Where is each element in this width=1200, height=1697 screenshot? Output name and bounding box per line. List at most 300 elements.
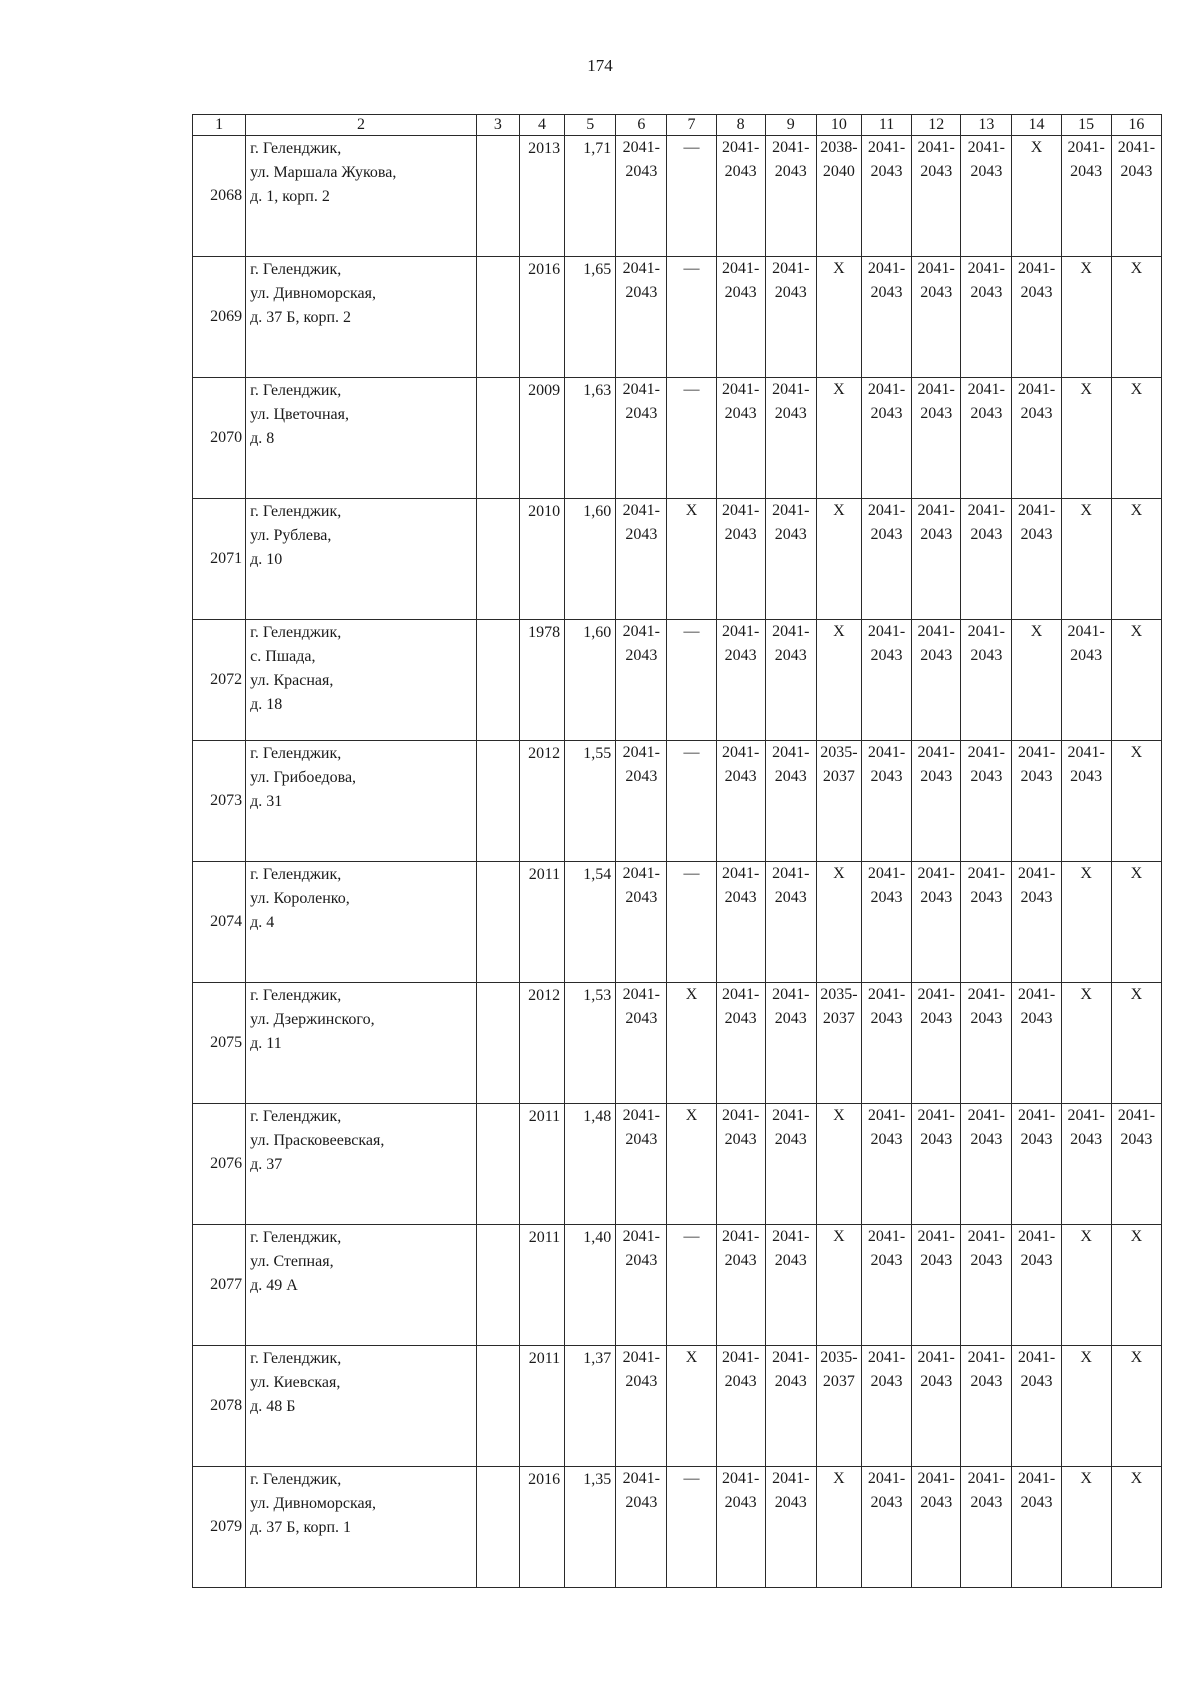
column-header: 15 bbox=[1061, 115, 1111, 136]
table-row bbox=[193, 620, 1162, 741]
year-cell: 2016 bbox=[519, 257, 564, 378]
year-cell: 2011 bbox=[519, 1104, 564, 1225]
period-cell bbox=[1012, 136, 1061, 257]
period-cell bbox=[912, 136, 961, 257]
period-value: 2041- 2043 bbox=[1017, 381, 1056, 422]
period-value: — bbox=[683, 623, 700, 640]
address-line: г. Геленджик, bbox=[250, 745, 342, 762]
period-cell bbox=[912, 1467, 961, 1588]
period-cell bbox=[716, 257, 765, 378]
period-value: X bbox=[1130, 1349, 1143, 1366]
period-value: — bbox=[683, 381, 700, 398]
table-row bbox=[193, 257, 1162, 378]
period-value: 2041- 2043 bbox=[772, 986, 810, 1027]
period-cell bbox=[816, 499, 861, 620]
column-header: 16 bbox=[1111, 115, 1161, 136]
column-header: 7 bbox=[667, 115, 716, 136]
period-cell bbox=[1012, 499, 1061, 620]
address-line: г. Геленджик, bbox=[250, 1471, 342, 1488]
period-cell bbox=[816, 1104, 861, 1225]
address-line: ул. Красная, bbox=[250, 672, 334, 689]
value-cell: 1,40 bbox=[565, 1225, 616, 1346]
address-line: ул. Степная, bbox=[250, 1253, 334, 1270]
period-cell bbox=[1012, 1104, 1061, 1225]
period-value: 2041- 2043 bbox=[867, 502, 906, 543]
column-header: 2 bbox=[246, 115, 477, 136]
table-row bbox=[193, 1346, 1162, 1467]
period-value: 2041- 2043 bbox=[721, 1107, 760, 1148]
period-cell bbox=[716, 1467, 765, 1588]
period-value: 2041- 2043 bbox=[1017, 986, 1056, 1027]
empty-cell bbox=[476, 983, 519, 1104]
period-cell bbox=[1012, 378, 1061, 499]
value-cell: 1,63 bbox=[565, 378, 616, 499]
period-cell bbox=[716, 1346, 765, 1467]
period-cell bbox=[667, 1467, 716, 1588]
period-cell bbox=[861, 1225, 911, 1346]
period-cell bbox=[1111, 1467, 1161, 1588]
period-value: 2041- 2043 bbox=[772, 865, 810, 906]
period-value: 2041- 2043 bbox=[772, 260, 810, 301]
period-cell bbox=[765, 1225, 816, 1346]
period-value: 2041- 2043 bbox=[967, 139, 1005, 180]
period-value: 2041- 2043 bbox=[721, 1228, 760, 1269]
period-value: 2041- 2043 bbox=[622, 381, 660, 422]
period-cell bbox=[861, 257, 911, 378]
period-cell bbox=[1012, 1346, 1061, 1467]
period-cell bbox=[912, 983, 961, 1104]
period-value: X bbox=[833, 623, 845, 640]
period-cell bbox=[1061, 1467, 1111, 1588]
period-cell bbox=[816, 1467, 861, 1588]
table-row bbox=[193, 136, 1162, 257]
period-value: 2041- 2043 bbox=[967, 1349, 1005, 1390]
period-value: 2041- 2043 bbox=[917, 139, 955, 180]
period-value: 2035- 2037 bbox=[820, 1349, 858, 1390]
period-cell bbox=[1061, 862, 1111, 983]
period-cell bbox=[667, 136, 716, 257]
page-number: 174 bbox=[587, 56, 613, 75]
period-value: 2041- 2043 bbox=[1017, 865, 1056, 906]
address-line: ул. Дивноморская, bbox=[250, 285, 376, 302]
period-value: X bbox=[1130, 744, 1143, 761]
table-row bbox=[193, 983, 1162, 1104]
year-cell: 2012 bbox=[519, 741, 564, 862]
period-cell bbox=[716, 378, 765, 499]
period-value: 2041- 2043 bbox=[867, 1228, 906, 1269]
period-value: X bbox=[1080, 1349, 1092, 1366]
period-cell bbox=[1061, 136, 1111, 257]
period-cell bbox=[1012, 741, 1061, 862]
period-value: X bbox=[1080, 502, 1092, 519]
address-line: д. 31 bbox=[250, 793, 283, 810]
period-value: X bbox=[1130, 260, 1143, 277]
period-cell bbox=[1012, 1225, 1061, 1346]
address-cell bbox=[246, 862, 477, 983]
year-cell: 2009 bbox=[519, 378, 564, 499]
period-cell bbox=[716, 862, 765, 983]
period-value: 2041- 2043 bbox=[967, 502, 1005, 543]
period-cell bbox=[616, 1467, 667, 1588]
period-cell bbox=[1061, 378, 1111, 499]
address-cell bbox=[246, 983, 477, 1104]
row-number: 2076 bbox=[193, 1104, 246, 1225]
period-value: 2041- 2043 bbox=[721, 139, 760, 180]
period-value: X bbox=[685, 1107, 698, 1124]
period-cell bbox=[667, 378, 716, 499]
value-cell: 1,48 bbox=[565, 1104, 616, 1225]
period-cell bbox=[1061, 741, 1111, 862]
period-value: X bbox=[833, 865, 845, 882]
period-value: X bbox=[833, 260, 845, 277]
period-value: X bbox=[1130, 1228, 1143, 1245]
column-header: 9 bbox=[765, 115, 816, 136]
period-value: — bbox=[683, 1228, 700, 1245]
address-line: г. Геленджик, bbox=[250, 503, 342, 520]
empty-cell bbox=[476, 620, 519, 741]
address-line: с. Пшада, bbox=[250, 648, 316, 665]
register-table bbox=[192, 114, 1162, 1588]
address-line: д. 8 bbox=[250, 430, 275, 447]
period-cell bbox=[816, 378, 861, 499]
period-value: 2041- 2043 bbox=[1067, 139, 1105, 180]
address-cell bbox=[246, 499, 477, 620]
period-cell bbox=[861, 1467, 911, 1588]
period-value: 2041- 2043 bbox=[917, 260, 955, 301]
period-cell bbox=[816, 136, 861, 257]
empty-cell bbox=[476, 741, 519, 862]
period-cell bbox=[1111, 1225, 1161, 1346]
period-value: 2041- 2043 bbox=[772, 623, 810, 664]
period-cell bbox=[961, 1225, 1012, 1346]
period-value: X bbox=[1130, 381, 1143, 398]
period-value: 2041- 2043 bbox=[917, 381, 955, 422]
address-line: д. 11 bbox=[250, 1035, 282, 1052]
period-cell bbox=[961, 983, 1012, 1104]
period-value: 2041- 2043 bbox=[622, 865, 660, 906]
period-cell bbox=[1061, 499, 1111, 620]
period-value: — bbox=[683, 865, 700, 882]
column-header: 6 bbox=[616, 115, 667, 136]
column-header: 14 bbox=[1012, 115, 1061, 136]
period-cell bbox=[1012, 620, 1061, 741]
row-number: 2078 bbox=[193, 1346, 246, 1467]
period-value: X bbox=[1030, 139, 1043, 156]
period-cell bbox=[765, 741, 816, 862]
period-value: 2041- 2043 bbox=[867, 139, 906, 180]
period-value: — bbox=[683, 139, 700, 156]
period-value: X bbox=[1080, 260, 1092, 277]
period-value: 2041- 2043 bbox=[1067, 744, 1105, 785]
value-cell: 1,60 bbox=[565, 620, 616, 741]
period-value: X bbox=[1080, 986, 1092, 1003]
period-value: X bbox=[833, 1228, 845, 1245]
period-value: 2041- 2043 bbox=[622, 1107, 660, 1148]
period-value: 2041- 2043 bbox=[622, 1228, 660, 1269]
address-line: ул. Рублева, bbox=[250, 527, 332, 544]
row-number: 2069 bbox=[193, 257, 246, 378]
period-value: X bbox=[1080, 381, 1092, 398]
period-value: 2041- 2043 bbox=[917, 502, 955, 543]
period-cell bbox=[765, 1346, 816, 1467]
period-cell bbox=[667, 1346, 716, 1467]
address-cell bbox=[246, 1225, 477, 1346]
period-value: 2041- 2043 bbox=[867, 623, 906, 664]
value-cell: 1,55 bbox=[565, 741, 616, 862]
address-line: ул. Короленко, bbox=[250, 890, 350, 907]
period-cell bbox=[1111, 257, 1161, 378]
address-line: г. Геленджик, bbox=[250, 987, 342, 1004]
period-cell bbox=[1061, 1346, 1111, 1467]
period-cell bbox=[716, 136, 765, 257]
period-cell bbox=[861, 983, 911, 1104]
address-line: г. Геленджик, bbox=[250, 624, 342, 641]
period-cell bbox=[616, 1225, 667, 1346]
value-cell: 1,53 bbox=[565, 983, 616, 1104]
column-header: 13 bbox=[961, 115, 1012, 136]
period-value: 2041- 2043 bbox=[622, 623, 660, 664]
period-cell bbox=[961, 257, 1012, 378]
period-value: 2041- 2043 bbox=[721, 1470, 760, 1511]
period-value: 2041- 2043 bbox=[917, 744, 955, 785]
period-value: 2035- 2037 bbox=[820, 986, 858, 1027]
period-value: X bbox=[685, 502, 698, 519]
period-cell bbox=[765, 1104, 816, 1225]
row-number: 2072 bbox=[193, 620, 246, 741]
address-cell bbox=[246, 620, 477, 741]
period-cell bbox=[861, 136, 911, 257]
address-line: г. Геленджик, bbox=[250, 140, 342, 157]
period-value: X bbox=[685, 1349, 698, 1366]
period-value: 2041- 2043 bbox=[622, 1349, 660, 1390]
year-cell: 1978 bbox=[519, 620, 564, 741]
period-value: X bbox=[1130, 986, 1143, 1003]
period-value: 2041- 2043 bbox=[967, 260, 1005, 301]
row-number: 2073 bbox=[193, 741, 246, 862]
period-value: 2041- 2043 bbox=[1017, 744, 1056, 785]
period-cell bbox=[716, 499, 765, 620]
period-value: 2041- 2043 bbox=[917, 1470, 955, 1511]
period-value: 2041- 2043 bbox=[967, 1228, 1005, 1269]
address-cell bbox=[246, 257, 477, 378]
value-cell: 1,37 bbox=[565, 1346, 616, 1467]
address-line: г. Геленджик, bbox=[250, 1229, 342, 1246]
address-line: г. Геленджик, bbox=[250, 382, 342, 399]
period-value: 2041- 2043 bbox=[867, 381, 906, 422]
period-value: — bbox=[683, 744, 700, 761]
period-value: 2041- 2043 bbox=[772, 381, 810, 422]
period-value: 2041- 2043 bbox=[867, 1470, 906, 1511]
period-value: 2041- 2043 bbox=[772, 1349, 810, 1390]
period-value: 2041- 2043 bbox=[967, 986, 1005, 1027]
period-cell bbox=[961, 499, 1012, 620]
address-line: д. 10 bbox=[250, 551, 283, 568]
address-cell bbox=[246, 1467, 477, 1588]
period-value: 2041- 2043 bbox=[721, 260, 760, 301]
period-cell bbox=[1111, 1104, 1161, 1225]
period-value: 2041- 2043 bbox=[622, 260, 660, 301]
period-value: 2041- 2043 bbox=[721, 381, 760, 422]
period-cell bbox=[667, 1225, 716, 1346]
year-cell: 2011 bbox=[519, 1225, 564, 1346]
period-cell bbox=[816, 620, 861, 741]
period-value: X bbox=[1080, 1228, 1092, 1245]
period-value: 2041- 2043 bbox=[721, 986, 760, 1027]
year-cell: 2011 bbox=[519, 862, 564, 983]
period-cell bbox=[861, 1346, 911, 1467]
period-cell bbox=[1111, 741, 1161, 862]
period-cell bbox=[912, 257, 961, 378]
period-cell bbox=[961, 1346, 1012, 1467]
period-value: 2041- 2043 bbox=[1017, 1470, 1056, 1511]
period-value: 2041- 2043 bbox=[772, 1107, 810, 1148]
period-cell bbox=[1111, 378, 1161, 499]
period-cell bbox=[816, 1346, 861, 1467]
period-cell bbox=[1012, 1467, 1061, 1588]
period-value: 2041- 2043 bbox=[1067, 1107, 1105, 1148]
period-value: 2041- 2043 bbox=[1017, 260, 1056, 301]
year-cell: 2011 bbox=[519, 1346, 564, 1467]
period-cell bbox=[1012, 862, 1061, 983]
column-header: 3 bbox=[476, 115, 519, 136]
row-number: 2079 bbox=[193, 1467, 246, 1588]
period-value: X bbox=[1030, 623, 1043, 640]
period-value: 2041- 2043 bbox=[772, 502, 810, 543]
column-header: 8 bbox=[716, 115, 765, 136]
period-cell bbox=[765, 499, 816, 620]
address-line: ул. Маршала Жукова, bbox=[250, 164, 397, 181]
period-cell bbox=[861, 620, 911, 741]
address-line: г. Геленджик, bbox=[250, 866, 342, 883]
header-row bbox=[193, 115, 1162, 136]
period-value: 2041- 2043 bbox=[917, 1107, 955, 1148]
period-cell bbox=[961, 1467, 1012, 1588]
period-cell bbox=[816, 257, 861, 378]
address-cell bbox=[246, 741, 477, 862]
period-cell bbox=[861, 378, 911, 499]
period-cell bbox=[765, 620, 816, 741]
address-line: ул. Грибоедова, bbox=[250, 769, 357, 786]
period-cell bbox=[765, 983, 816, 1104]
period-cell bbox=[616, 257, 667, 378]
address-line: д. 18 bbox=[250, 696, 283, 713]
period-cell bbox=[912, 378, 961, 499]
period-value: X bbox=[1130, 502, 1143, 519]
period-cell bbox=[1111, 1346, 1161, 1467]
period-value: X bbox=[1130, 865, 1143, 882]
period-cell bbox=[961, 862, 1012, 983]
row-number: 2070 bbox=[193, 378, 246, 499]
address-line: д. 48 Б bbox=[250, 1398, 296, 1415]
period-cell bbox=[716, 983, 765, 1104]
period-cell bbox=[616, 136, 667, 257]
period-value: 2041- 2043 bbox=[917, 1349, 955, 1390]
period-value: 2041- 2043 bbox=[1017, 1107, 1056, 1148]
year-cell: 2013 bbox=[519, 136, 564, 257]
period-cell bbox=[765, 862, 816, 983]
period-value: 2041- 2043 bbox=[917, 986, 955, 1027]
year-cell: 2012 bbox=[519, 983, 564, 1104]
period-cell bbox=[961, 378, 1012, 499]
period-value: 2041- 2043 bbox=[1117, 139, 1156, 180]
period-cell bbox=[616, 741, 667, 862]
period-value: 2041- 2043 bbox=[867, 1107, 906, 1148]
period-cell bbox=[667, 257, 716, 378]
address-cell bbox=[246, 136, 477, 257]
period-value: 2041- 2043 bbox=[772, 744, 810, 785]
column-header: 12 bbox=[912, 115, 961, 136]
column-header: 11 bbox=[861, 115, 911, 136]
period-value: X bbox=[833, 1470, 845, 1487]
empty-cell bbox=[476, 862, 519, 983]
period-cell bbox=[1061, 620, 1111, 741]
period-cell bbox=[716, 1104, 765, 1225]
period-value: 2041- 2043 bbox=[967, 865, 1005, 906]
period-cell bbox=[616, 1346, 667, 1467]
address-line: ул. Киевская, bbox=[250, 1374, 341, 1391]
address-line: г. Геленджик, bbox=[250, 1108, 342, 1125]
period-value: 2041- 2043 bbox=[967, 744, 1005, 785]
period-cell bbox=[816, 1225, 861, 1346]
period-cell bbox=[667, 862, 716, 983]
period-cell bbox=[912, 499, 961, 620]
empty-cell bbox=[476, 378, 519, 499]
period-cell bbox=[616, 620, 667, 741]
period-value: X bbox=[685, 986, 698, 1003]
table-row bbox=[193, 741, 1162, 862]
address-cell bbox=[246, 1104, 477, 1225]
address-line: д. 1, корп. 2 bbox=[250, 188, 330, 205]
period-cell bbox=[912, 620, 961, 741]
period-cell bbox=[1061, 257, 1111, 378]
column-header: 1 bbox=[193, 115, 246, 136]
period-cell bbox=[716, 1225, 765, 1346]
period-value: 2041- 2043 bbox=[622, 139, 660, 180]
period-cell bbox=[1012, 257, 1061, 378]
period-cell bbox=[961, 741, 1012, 862]
value-cell: 1,35 bbox=[565, 1467, 616, 1588]
period-cell bbox=[765, 1467, 816, 1588]
period-cell bbox=[1061, 983, 1111, 1104]
period-cell bbox=[961, 1104, 1012, 1225]
empty-cell bbox=[476, 499, 519, 620]
period-value: 2041- 2043 bbox=[967, 381, 1005, 422]
period-value: 2041- 2043 bbox=[622, 986, 660, 1027]
period-value: 2041- 2043 bbox=[1117, 1107, 1156, 1148]
period-value: 2041- 2043 bbox=[867, 986, 906, 1027]
row-number: 2071 bbox=[193, 499, 246, 620]
address-line: г. Геленджик, bbox=[250, 261, 342, 278]
period-cell bbox=[667, 620, 716, 741]
period-value: 2035- 2037 bbox=[820, 744, 858, 785]
period-value: 2041- 2043 bbox=[1017, 1349, 1056, 1390]
row-number: 2075 bbox=[193, 983, 246, 1104]
period-cell bbox=[765, 378, 816, 499]
period-value: X bbox=[833, 1107, 845, 1124]
period-cell bbox=[616, 862, 667, 983]
period-cell bbox=[816, 741, 861, 862]
period-cell bbox=[961, 620, 1012, 741]
period-value: 2041- 2043 bbox=[867, 1349, 906, 1390]
period-cell bbox=[765, 136, 816, 257]
period-cell bbox=[1061, 1225, 1111, 1346]
empty-cell bbox=[476, 136, 519, 257]
period-cell bbox=[667, 1104, 716, 1225]
period-cell bbox=[716, 620, 765, 741]
period-value: — bbox=[683, 1470, 700, 1487]
address-line: ул. Дивноморская, bbox=[250, 1495, 376, 1512]
value-cell: 1,54 bbox=[565, 862, 616, 983]
